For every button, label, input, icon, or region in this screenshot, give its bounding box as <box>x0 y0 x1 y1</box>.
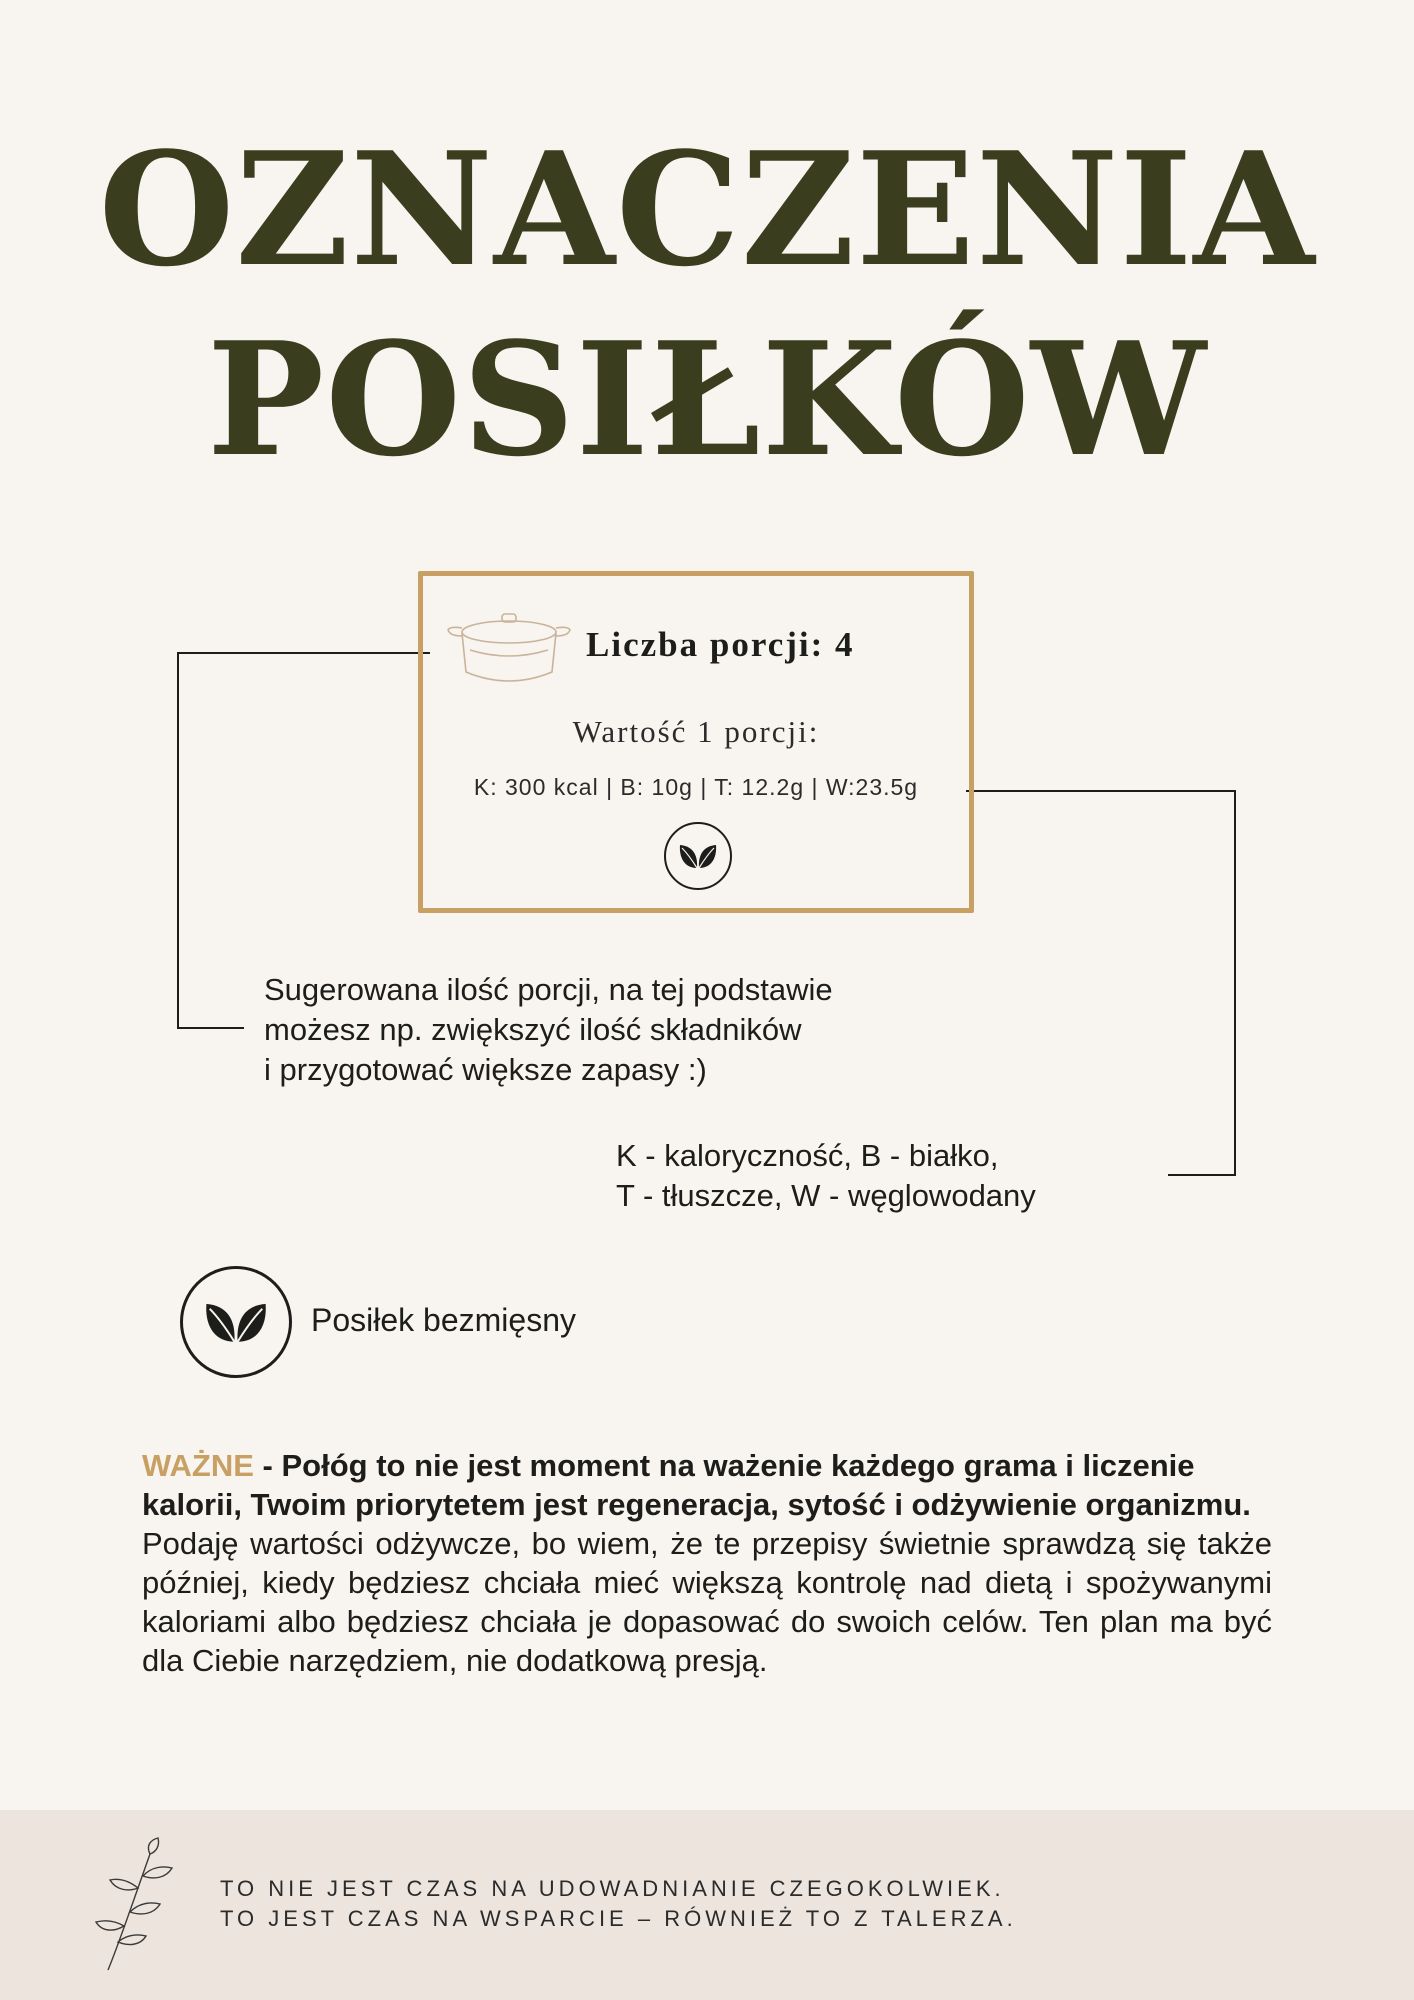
important-body: Podaję wartości odżywcze, bo wiem, że te przepisy świetnie sprawdzą się także później, kiedy będziesz chciała mieć większą kontrolę nad dietą i spożywanymi kaloriami albo będziesz chciała je dopasować do swoich celów. Ten plan ma być dla Ciebie narzędziem, nie dodatkową presją. <box>142 1526 1272 1678</box>
vegetarian-badge <box>180 1266 292 1378</box>
macros-legend-line: K - kaloryczność, B - białko, <box>616 1138 999 1173</box>
vegetarian-label: Posiłek bezmięsny <box>311 1302 576 1338</box>
important-label: WAŻNE <box>142 1448 254 1483</box>
per-serving-label: Wartość 1 porcji: <box>572 714 820 749</box>
leaf-icon <box>678 842 718 870</box>
vegetarian-badge-small <box>664 822 732 890</box>
important-lead: - Połóg to nie jest moment na ważenie każdego grama i liczenie kalorii, Twoim priorytetem jest regeneracja, sytość i odżywienie organizmu. <box>142 1448 1251 1522</box>
page-title-line-2: POSIŁKÓW <box>206 308 1208 491</box>
important-note <box>142 1446 1272 1680</box>
macros-legend <box>616 1136 1316 1216</box>
leaf-icon <box>202 1299 270 1345</box>
servings-count: Liczba porcji: 4 <box>586 625 855 664</box>
servings-note-line: Sugerowana ilość porcji, na tej podstawie <box>264 972 833 1007</box>
macros-values: K: 300 kcal | B: 10g | T: 12.2g | W:23.5g <box>473 774 919 800</box>
servings-note <box>264 970 1044 1090</box>
servings-note-line: i przygotować większe zapasy :) <box>264 1052 707 1087</box>
page-title-line-1: OZNACZENIA <box>98 118 1316 301</box>
servings-note-line: możesz np. zwiększyć ilość składników <box>264 1012 802 1047</box>
macros-legend-line: T - tłuszcze, W - węglowodany <box>616 1178 1036 1213</box>
footer-line-2: TO JEST CZAS NA WSPARCIE – RÓWNIEŻ TO Z TALERZA. <box>220 1906 1017 1931</box>
sprig-icon <box>88 1836 178 1974</box>
footer-line-1: TO NIE JEST CZAS NA UDOWADNIANIE CZEGOKOLWIEK. <box>220 1876 1005 1901</box>
footer-message <box>220 1874 1017 1934</box>
pot-icon <box>444 606 574 690</box>
